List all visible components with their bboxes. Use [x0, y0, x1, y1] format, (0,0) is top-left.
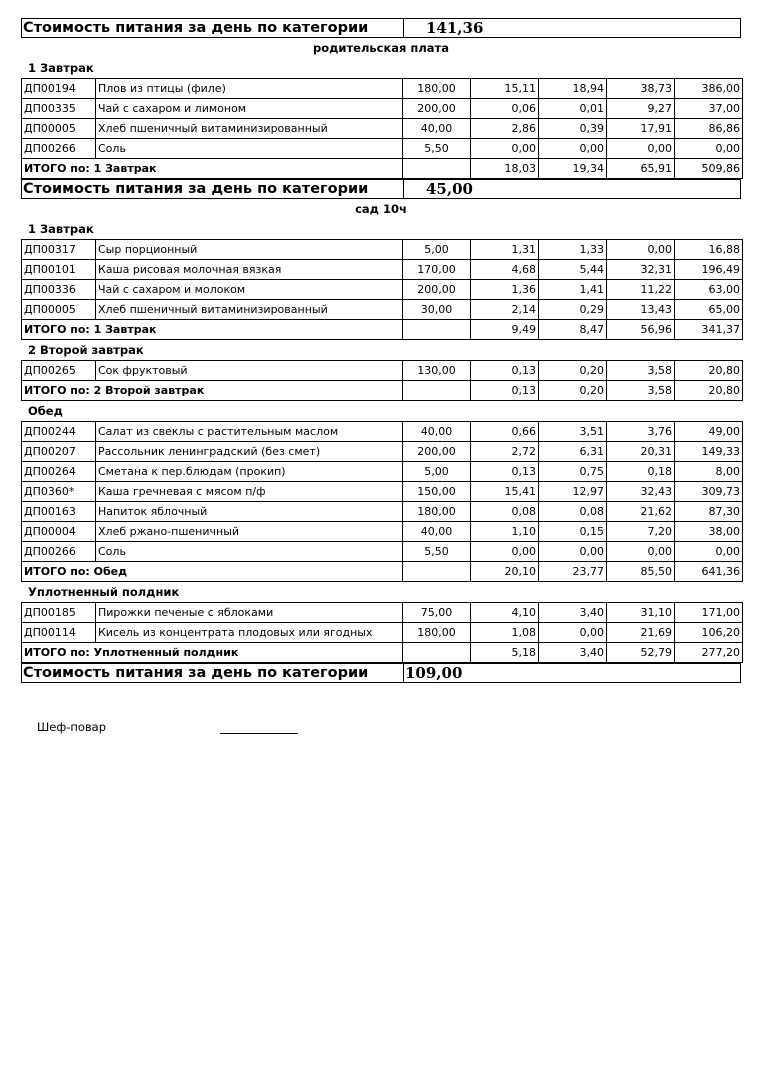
dish-energy: 0,00	[675, 139, 743, 159]
dish-qty: 170,00	[403, 260, 471, 280]
dish-carbs: 7,20	[607, 522, 675, 542]
dish-energy: 386,00	[675, 79, 743, 99]
total-row	[22, 562, 743, 582]
total-qty	[403, 562, 471, 582]
total-qty	[403, 320, 471, 340]
dish-carbs: 3,76	[607, 422, 675, 442]
dish-energy: 0,00	[675, 542, 743, 562]
meal-table	[21, 602, 743, 663]
table-row	[22, 280, 743, 300]
dish-protein: 1,36	[471, 280, 539, 300]
dish-fat: 0,29	[539, 300, 607, 320]
dish-fat: 0,15	[539, 522, 607, 542]
meal-title: Уплотненный полдник	[28, 585, 180, 599]
dish-protein: 0,13	[471, 361, 539, 381]
total-carbs: 3,58	[607, 381, 675, 401]
table-row	[22, 603, 743, 623]
dish-qty: 180,00	[403, 502, 471, 522]
table-row	[22, 240, 743, 260]
category-cost-label: Стоимость питания за день по категории	[22, 664, 404, 682]
table-row	[22, 502, 743, 522]
total-row	[22, 320, 743, 340]
dish-carbs: 21,69	[607, 623, 675, 643]
dish-qty: 40,00	[403, 422, 471, 442]
dish-qty: 5,50	[403, 139, 471, 159]
dish-name: Плов из птицы (филе)	[96, 79, 403, 99]
dish-qty: 30,00	[403, 300, 471, 320]
dish-energy: 87,30	[675, 502, 743, 522]
dish-protein: 0,00	[471, 542, 539, 562]
total-label: ИТОГО по: 2 Второй завтрак	[22, 381, 403, 401]
dish-carbs: 0,00	[607, 139, 675, 159]
total-fat: 19,34	[539, 159, 607, 179]
meal-table	[21, 360, 743, 401]
dish-energy: 63,00	[675, 280, 743, 300]
table-row	[22, 99, 743, 119]
dish-name: Сок фруктовый	[96, 361, 403, 381]
total-label: ИТОГО по: 1 Завтрак	[22, 159, 403, 179]
dish-protein: 0,13	[471, 462, 539, 482]
dish-qty: 40,00	[403, 522, 471, 542]
dish-energy: 86,86	[675, 119, 743, 139]
dish-name: Каша гречневая с мясом п/ф	[96, 482, 403, 502]
table-row	[22, 361, 743, 381]
dish-qty: 5,00	[403, 240, 471, 260]
dish-energy: 196,49	[675, 260, 743, 280]
signature-label: Шеф-повар	[37, 720, 107, 734]
total-energy: 277,20	[675, 643, 743, 663]
total-protein: 5,18	[471, 643, 539, 663]
dish-code: ДП00101	[22, 260, 96, 280]
dish-energy: 49,00	[675, 422, 743, 442]
dish-code: ДП00266	[22, 542, 96, 562]
total-row	[22, 643, 743, 663]
dish-fat: 6,31	[539, 442, 607, 462]
total-carbs: 65,91	[607, 159, 675, 179]
total-energy: 20,80	[675, 381, 743, 401]
total-fat: 23,77	[539, 562, 607, 582]
total-label: ИТОГО по: Уплотненный полдник	[22, 643, 403, 663]
dish-fat: 0,00	[539, 623, 607, 643]
total-row	[22, 159, 743, 179]
table-row	[22, 462, 743, 482]
dish-carbs: 13,43	[607, 300, 675, 320]
dish-name: Соль	[96, 542, 403, 562]
total-carbs: 85,50	[607, 562, 675, 582]
dish-name: Каша рисовая молочная вязкая	[96, 260, 403, 280]
total-qty	[403, 381, 471, 401]
category-cost-row	[21, 18, 741, 38]
table-row	[22, 422, 743, 442]
dish-carbs: 0,18	[607, 462, 675, 482]
meal-title: 2 Второй завтрак	[28, 343, 144, 357]
dish-code: ДП00163	[22, 502, 96, 522]
dish-fat: 0,00	[539, 139, 607, 159]
table-row	[22, 482, 743, 502]
dish-fat: 3,40	[539, 603, 607, 623]
dish-protein: 1,10	[471, 522, 539, 542]
meal-title: Обед	[28, 404, 63, 418]
dish-fat: 1,41	[539, 280, 607, 300]
dish-fat: 18,94	[539, 79, 607, 99]
dish-carbs: 11,22	[607, 280, 675, 300]
dish-code: ДП0360*	[22, 482, 96, 502]
dish-fat: 0,01	[539, 99, 607, 119]
dish-protein: 0,00	[471, 139, 539, 159]
dish-name: Чай с сахаром и лимоном	[96, 99, 403, 119]
dish-fat: 12,97	[539, 482, 607, 502]
table-row	[22, 300, 743, 320]
dish-fat: 0,08	[539, 502, 607, 522]
table-row	[22, 522, 743, 542]
meal-title: 1 Завтрак	[28, 61, 94, 75]
dish-name: Кисель из концентрата плодовых или ягодных	[96, 623, 403, 643]
total-carbs: 56,96	[607, 320, 675, 340]
dish-name: Соль	[96, 139, 403, 159]
total-protein: 0,13	[471, 381, 539, 401]
total-fat: 0,20	[539, 381, 607, 401]
dish-carbs: 3,58	[607, 361, 675, 381]
total-protein: 9,49	[471, 320, 539, 340]
category-cost-row	[21, 179, 741, 199]
dish-code: ДП00264	[22, 462, 96, 482]
dish-energy: 65,00	[675, 300, 743, 320]
dish-name: Пирожки печеные с яблоками	[96, 603, 403, 623]
meal-table	[21, 421, 743, 582]
total-fat: 8,47	[539, 320, 607, 340]
dish-energy: 16,88	[675, 240, 743, 260]
dish-qty: 200,00	[403, 280, 471, 300]
total-energy: 509,86	[675, 159, 743, 179]
dish-energy: 38,00	[675, 522, 743, 542]
total-qty	[403, 159, 471, 179]
dish-fat: 5,44	[539, 260, 607, 280]
signature-line	[220, 733, 298, 734]
meal-table	[21, 239, 743, 340]
dish-carbs: 0,00	[607, 542, 675, 562]
dish-energy: 171,00	[675, 603, 743, 623]
dish-qty: 180,00	[403, 79, 471, 99]
total-carbs: 52,79	[607, 643, 675, 663]
dish-carbs: 32,31	[607, 260, 675, 280]
total-protein: 20,10	[471, 562, 539, 582]
dish-code: ДП00317	[22, 240, 96, 260]
dish-fat: 0,75	[539, 462, 607, 482]
table-row	[22, 119, 743, 139]
dish-name: Хлеб пшеничный витаминизированный	[96, 300, 403, 320]
table-row	[22, 542, 743, 562]
category-cost-value: 109,00	[405, 664, 463, 682]
category-cost-row	[21, 663, 741, 683]
dish-name: Салат из свеклы с растительным маслом	[96, 422, 403, 442]
total-energy: 341,37	[675, 320, 743, 340]
dish-protein: 4,68	[471, 260, 539, 280]
category-cost-value: 45,00	[426, 180, 473, 198]
dish-protein: 2,72	[471, 442, 539, 462]
dish-name: Хлеб ржано-пшеничный	[96, 522, 403, 542]
category-subtitle: сад 10ч	[355, 202, 407, 216]
table-row	[22, 623, 743, 643]
dish-carbs: 21,62	[607, 502, 675, 522]
dish-name: Сыр порционный	[96, 240, 403, 260]
dish-qty: 150,00	[403, 482, 471, 502]
category-cost-label: Стоимость питания за день по категории	[22, 180, 404, 198]
dish-fat: 3,51	[539, 422, 607, 442]
dish-code: ДП00005	[22, 119, 96, 139]
dish-code: ДП00004	[22, 522, 96, 542]
dish-protein: 2,86	[471, 119, 539, 139]
dish-code: ДП00207	[22, 442, 96, 462]
category-subtitle: родительская плата	[313, 41, 449, 55]
dish-fat: 1,33	[539, 240, 607, 260]
dish-code: ДП00244	[22, 422, 96, 442]
table-row	[22, 260, 743, 280]
dish-code: ДП00005	[22, 300, 96, 320]
total-fat: 3,40	[539, 643, 607, 663]
dish-code: ДП00335	[22, 99, 96, 119]
dish-energy: 20,80	[675, 361, 743, 381]
meal-table	[21, 78, 743, 179]
dish-carbs: 38,73	[607, 79, 675, 99]
dish-energy: 8,00	[675, 462, 743, 482]
category-cost-label: Стоимость питания за день по категории	[22, 19, 404, 37]
dish-carbs: 0,00	[607, 240, 675, 260]
total-row	[22, 381, 743, 401]
total-protein: 18,03	[471, 159, 539, 179]
dish-protein: 1,08	[471, 623, 539, 643]
dish-energy: 106,20	[675, 623, 743, 643]
dish-qty: 5,00	[403, 462, 471, 482]
meal-title: 1 Завтрак	[28, 222, 94, 236]
dish-code: ДП00114	[22, 623, 96, 643]
dish-qty: 200,00	[403, 442, 471, 462]
dish-qty: 200,00	[403, 99, 471, 119]
total-energy: 641,36	[675, 562, 743, 582]
dish-protein: 1,31	[471, 240, 539, 260]
dish-fat: 0,00	[539, 542, 607, 562]
dish-carbs: 17,91	[607, 119, 675, 139]
table-row	[22, 442, 743, 462]
dish-carbs: 32,43	[607, 482, 675, 502]
total-qty	[403, 643, 471, 663]
dish-protein: 0,66	[471, 422, 539, 442]
dish-fat: 0,39	[539, 119, 607, 139]
dish-name: Чай с сахаром и молоком	[96, 280, 403, 300]
dish-protein: 0,06	[471, 99, 539, 119]
table-row	[22, 79, 743, 99]
dish-protein: 15,11	[471, 79, 539, 99]
dish-code: ДП00265	[22, 361, 96, 381]
dish-energy: 149,33	[675, 442, 743, 462]
dish-name: Напиток яблочный	[96, 502, 403, 522]
dish-name: Сметана к пер.блюдам (прокип)	[96, 462, 403, 482]
dish-energy: 37,00	[675, 99, 743, 119]
dish-carbs: 31,10	[607, 603, 675, 623]
dish-qty: 180,00	[403, 623, 471, 643]
dish-protein: 2,14	[471, 300, 539, 320]
dish-fat: 0,20	[539, 361, 607, 381]
dish-protein: 15,41	[471, 482, 539, 502]
total-label: ИТОГО по: 1 Завтрак	[22, 320, 403, 340]
dish-code: ДП00185	[22, 603, 96, 623]
category-cost-value: 141,36	[426, 19, 484, 37]
dish-protein: 4,10	[471, 603, 539, 623]
dish-name: Рассольник ленинградский (без смет)	[96, 442, 403, 462]
dish-qty: 5,50	[403, 542, 471, 562]
dish-code: ДП00194	[22, 79, 96, 99]
dish-qty: 130,00	[403, 361, 471, 381]
dish-qty: 75,00	[403, 603, 471, 623]
dish-name: Хлеб пшеничный витаминизированный	[96, 119, 403, 139]
total-label: ИТОГО по: Обед	[22, 562, 403, 582]
dish-protein: 0,08	[471, 502, 539, 522]
dish-code: ДП00336	[22, 280, 96, 300]
dish-carbs: 20,31	[607, 442, 675, 462]
dish-energy: 309,73	[675, 482, 743, 502]
menu-report	[21, 18, 741, 683]
dish-qty: 40,00	[403, 119, 471, 139]
dish-code: ДП00266	[22, 139, 96, 159]
dish-carbs: 9,27	[607, 99, 675, 119]
table-row	[22, 139, 743, 159]
